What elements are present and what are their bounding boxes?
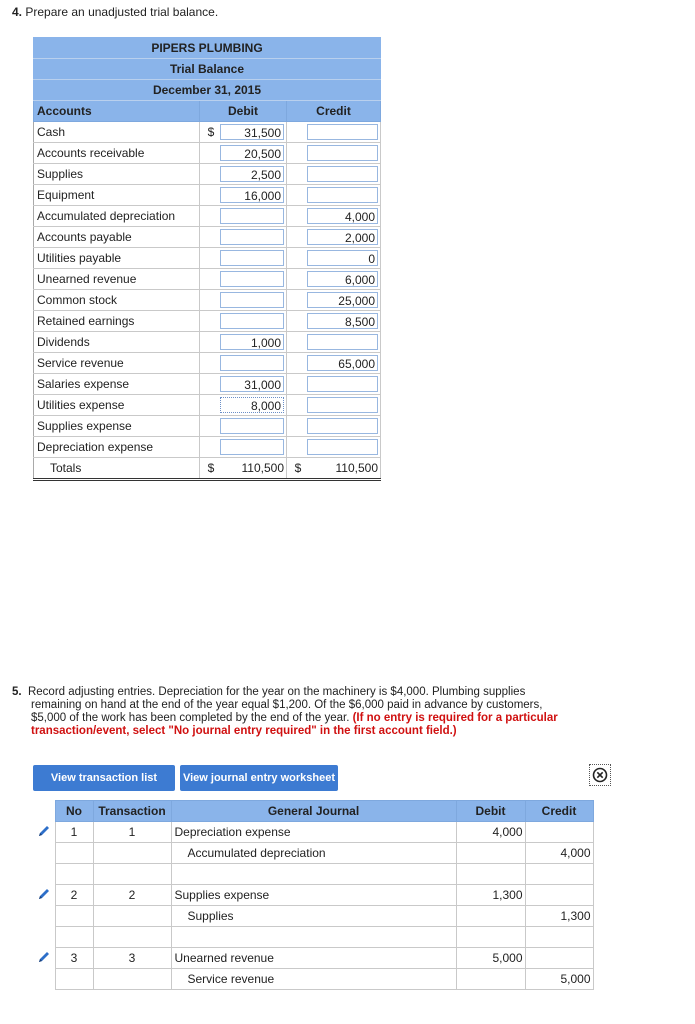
debit-cell (200, 290, 287, 311)
transaction-number-blank (93, 843, 171, 864)
question-4-text: Prepare an unadjusted trial balance. (25, 5, 219, 19)
account-name: Accounts receivable (34, 143, 200, 164)
account-name: Utilities payable (34, 248, 200, 269)
credit-cell (287, 437, 381, 458)
question-4-number: 4. (12, 5, 23, 19)
totals-debit-cell (200, 458, 287, 480)
debit-cell (200, 185, 287, 206)
journal-credit-empty (525, 885, 593, 906)
account-name: Dividends (34, 332, 200, 353)
debit-dollar-sign: $ (207, 125, 215, 139)
edit-column-blank (33, 927, 55, 948)
trial-balance-row (34, 374, 381, 395)
spacer-cell (55, 927, 93, 948)
entry-number: 1 (55, 822, 93, 843)
credit-cell (287, 206, 381, 227)
spacer-cell (456, 927, 525, 948)
journal-debit-row (33, 948, 593, 969)
pencil-icon (37, 887, 51, 901)
debit-input[interactable]: 16,000 (220, 187, 284, 203)
credit-input[interactable] (307, 418, 378, 434)
totals-label: Totals (34, 458, 200, 480)
credit-cell (287, 311, 381, 332)
account-name: Common stock (34, 290, 200, 311)
account-name: Utilities expense (34, 395, 200, 416)
edit-column-blank (33, 969, 55, 990)
edit-column-blank (33, 864, 55, 885)
trial-balance-row (34, 395, 381, 416)
view-journal-entry-worksheet-button[interactable]: View journal entry worksheet (180, 765, 338, 791)
credit-input[interactable] (307, 439, 378, 455)
credit-input[interactable] (307, 187, 378, 203)
debit-account: Depreciation expense (171, 822, 456, 843)
debit-input[interactable] (220, 229, 284, 245)
transaction-number-blank (93, 969, 171, 990)
transaction-number: 2 (93, 885, 171, 906)
trial-balance-row (34, 248, 381, 269)
credit-account: Supplies (171, 906, 456, 927)
edit-entry-button[interactable] (33, 948, 55, 969)
debit-cell (200, 332, 287, 353)
credit-cell (287, 290, 381, 311)
transaction-number: 3 (93, 948, 171, 969)
credit-input[interactable] (307, 166, 378, 182)
debit-input[interactable]: 1,000 (220, 334, 284, 350)
debit-input[interactable]: 31,500 (220, 124, 284, 140)
close-circle-icon (592, 767, 608, 783)
account-name: Service revenue (34, 353, 200, 374)
debit-account: Unearned revenue (171, 948, 456, 969)
trial-balance-row (34, 164, 381, 185)
question-5-instruction: (If no entry is required for a particular transaction/event, select "No journal entry required" in the first account field.) (31, 712, 558, 737)
debit-input[interactable] (220, 418, 284, 434)
entry-number: 2 (55, 885, 93, 906)
journal-debit-empty (456, 969, 525, 990)
trial-balance-row (34, 269, 381, 290)
totals-debit-value: 110,500 (241, 461, 284, 475)
credit-cell (287, 143, 381, 164)
account-name: Accounts payable (34, 227, 200, 248)
journal-debit-column-header: Debit (456, 801, 525, 822)
question-5-text: Record adjusting entries. Depreciation for the year on the machinery is $4,000. Plumbing supplies remaining on hand at the end of the year equal $1,200. Of the $6,000 paid in advance by customers, $5,000 of the work has been completed by the end of the year. (27, 686, 543, 724)
debit-cell (200, 269, 287, 290)
credit-account: Service revenue (171, 969, 456, 990)
totals-credit-dollar: $ (294, 461, 302, 475)
entry-number-blank (55, 843, 93, 864)
transaction-number: 1 (93, 822, 171, 843)
debit-input[interactable]: 20,500 (220, 145, 284, 161)
debit-cell (200, 353, 287, 374)
journal-credit-column-header: Credit (525, 801, 593, 822)
debit-input[interactable]: 2,500 (220, 166, 284, 182)
entry-number: 3 (55, 948, 93, 969)
credit-input[interactable]: 6,000 (307, 271, 378, 287)
trial-balance-row (34, 206, 381, 227)
totals-credit-cell (287, 458, 381, 480)
credit-account: Accumulated depreciation (171, 843, 456, 864)
edit-column-spacer (33, 801, 55, 822)
entry-number-blank (55, 969, 93, 990)
pencil-icon (37, 824, 51, 838)
credit-cell (287, 416, 381, 437)
credit-cell (287, 374, 381, 395)
totals-debit-dollar: $ (207, 461, 215, 475)
credit-input[interactable] (307, 145, 378, 161)
question-4-heading (12, 5, 218, 19)
journal-credit-row (33, 969, 593, 990)
edit-entry-button[interactable] (33, 822, 55, 843)
totals-credit-value: 110,500 (335, 461, 378, 475)
spacer-cell (456, 864, 525, 885)
credit-cell (287, 164, 381, 185)
journal-spacer-row (33, 927, 593, 948)
account-name: Accumulated depreciation (34, 206, 200, 227)
account-name: Retained earnings (34, 311, 200, 332)
credit-cell (287, 122, 381, 143)
edit-entry-button[interactable] (33, 885, 55, 906)
general-journal-table (33, 800, 594, 990)
credit-input[interactable] (307, 124, 378, 140)
journal-debit-amount: 1,300 (456, 885, 525, 906)
credit-input[interactable] (307, 334, 378, 350)
debit-cell (200, 374, 287, 395)
statement-date: December 31, 2015 (34, 80, 381, 101)
debit-cell (200, 311, 287, 332)
credit-cell (287, 353, 381, 374)
accounts-column-header: Accounts (34, 101, 200, 122)
journal-debit-row (33, 822, 593, 843)
pencil-icon (37, 950, 51, 964)
debit-cell (200, 248, 287, 269)
question-5 (12, 686, 572, 738)
account-name: Depreciation expense (34, 437, 200, 458)
debit-input[interactable] (220, 271, 284, 287)
no-column-header: No (55, 801, 93, 822)
journal-spacer-row (33, 864, 593, 885)
trial-balance-row (34, 416, 381, 437)
spacer-cell (55, 864, 93, 885)
journal-debit-row (33, 885, 593, 906)
trial-balance-row (34, 332, 381, 353)
account-name: Supplies (34, 164, 200, 185)
debit-input[interactable] (220, 439, 284, 455)
credit-input[interactable] (307, 397, 378, 413)
debit-cell (200, 122, 287, 143)
edit-column-blank (33, 843, 55, 864)
account-name: Cash (34, 122, 200, 143)
trial-balance-row (34, 122, 381, 143)
debit-cell (200, 395, 287, 416)
view-transaction-list-button[interactable]: View transaction list (33, 765, 175, 791)
credit-input[interactable] (307, 376, 378, 392)
journal-credit-empty (525, 822, 593, 843)
spacer-cell (171, 864, 456, 885)
journal-credit-amount: 4,000 (525, 843, 593, 864)
journal-debit-empty (456, 843, 525, 864)
account-name: Unearned revenue (34, 269, 200, 290)
debit-input[interactable] (220, 313, 284, 329)
debit-input[interactable] (220, 292, 284, 308)
spacer-cell (525, 864, 593, 885)
spacer-cell (93, 927, 171, 948)
journal-credit-row (33, 906, 593, 927)
credit-input[interactable]: 8,500 (307, 313, 378, 329)
spacer-cell (525, 927, 593, 948)
debit-cell (200, 143, 287, 164)
close-button[interactable] (589, 764, 611, 786)
account-name: Supplies expense (34, 416, 200, 437)
trial-balance-row (34, 143, 381, 164)
journal-credit-amount: 1,300 (525, 906, 593, 927)
credit-input[interactable]: 25,000 (307, 292, 378, 308)
trial-balance-row (34, 437, 381, 458)
credit-input[interactable]: 65,000 (307, 355, 378, 371)
trial-balance-table (33, 37, 381, 481)
journal-debit-amount: 5,000 (456, 948, 525, 969)
credit-cell (287, 185, 381, 206)
question-5-number: 5. (12, 686, 22, 698)
debit-cell (200, 437, 287, 458)
credit-cell (287, 395, 381, 416)
edit-column-blank (33, 906, 55, 927)
debit-column-header: Debit (200, 101, 287, 122)
credit-cell (287, 248, 381, 269)
debit-input[interactable] (220, 208, 284, 224)
debit-input[interactable] (220, 250, 284, 266)
credit-cell (287, 332, 381, 353)
transaction-number-blank (93, 906, 171, 927)
transaction-column-header: Transaction (93, 801, 171, 822)
company-name: PIPERS PLUMBING (34, 38, 381, 59)
credit-input[interactable]: 4,000 (307, 208, 378, 224)
trial-balance-row (34, 311, 381, 332)
credit-cell (287, 227, 381, 248)
spacer-cell (171, 927, 456, 948)
debit-input[interactable]: 8,000 (220, 397, 284, 413)
journal-credit-row (33, 843, 593, 864)
account-name: Salaries expense (34, 374, 200, 395)
debit-cell (200, 227, 287, 248)
journal-debit-empty (456, 906, 525, 927)
totals-row (34, 458, 381, 480)
statement-title: Trial Balance (34, 59, 381, 80)
credit-column-header: Credit (287, 101, 381, 122)
debit-cell (200, 206, 287, 227)
general-journal-column-header: General Journal (171, 801, 456, 822)
account-name: Equipment (34, 185, 200, 206)
credit-input[interactable]: 0 (307, 250, 378, 266)
entry-number-blank (55, 906, 93, 927)
trial-balance-row (34, 185, 381, 206)
debit-input[interactable] (220, 355, 284, 371)
debit-account: Supplies expense (171, 885, 456, 906)
spacer-cell (93, 864, 171, 885)
credit-input[interactable]: 2,000 (307, 229, 378, 245)
journal-credit-empty (525, 948, 593, 969)
debit-cell (200, 164, 287, 185)
trial-balance-row (34, 353, 381, 374)
trial-balance-row (34, 290, 381, 311)
trial-balance-row (34, 227, 381, 248)
debit-input[interactable]: 31,000 (220, 376, 284, 392)
journal-debit-amount: 4,000 (456, 822, 525, 843)
journal-credit-amount: 5,000 (525, 969, 593, 990)
debit-cell (200, 416, 287, 437)
credit-cell (287, 269, 381, 290)
